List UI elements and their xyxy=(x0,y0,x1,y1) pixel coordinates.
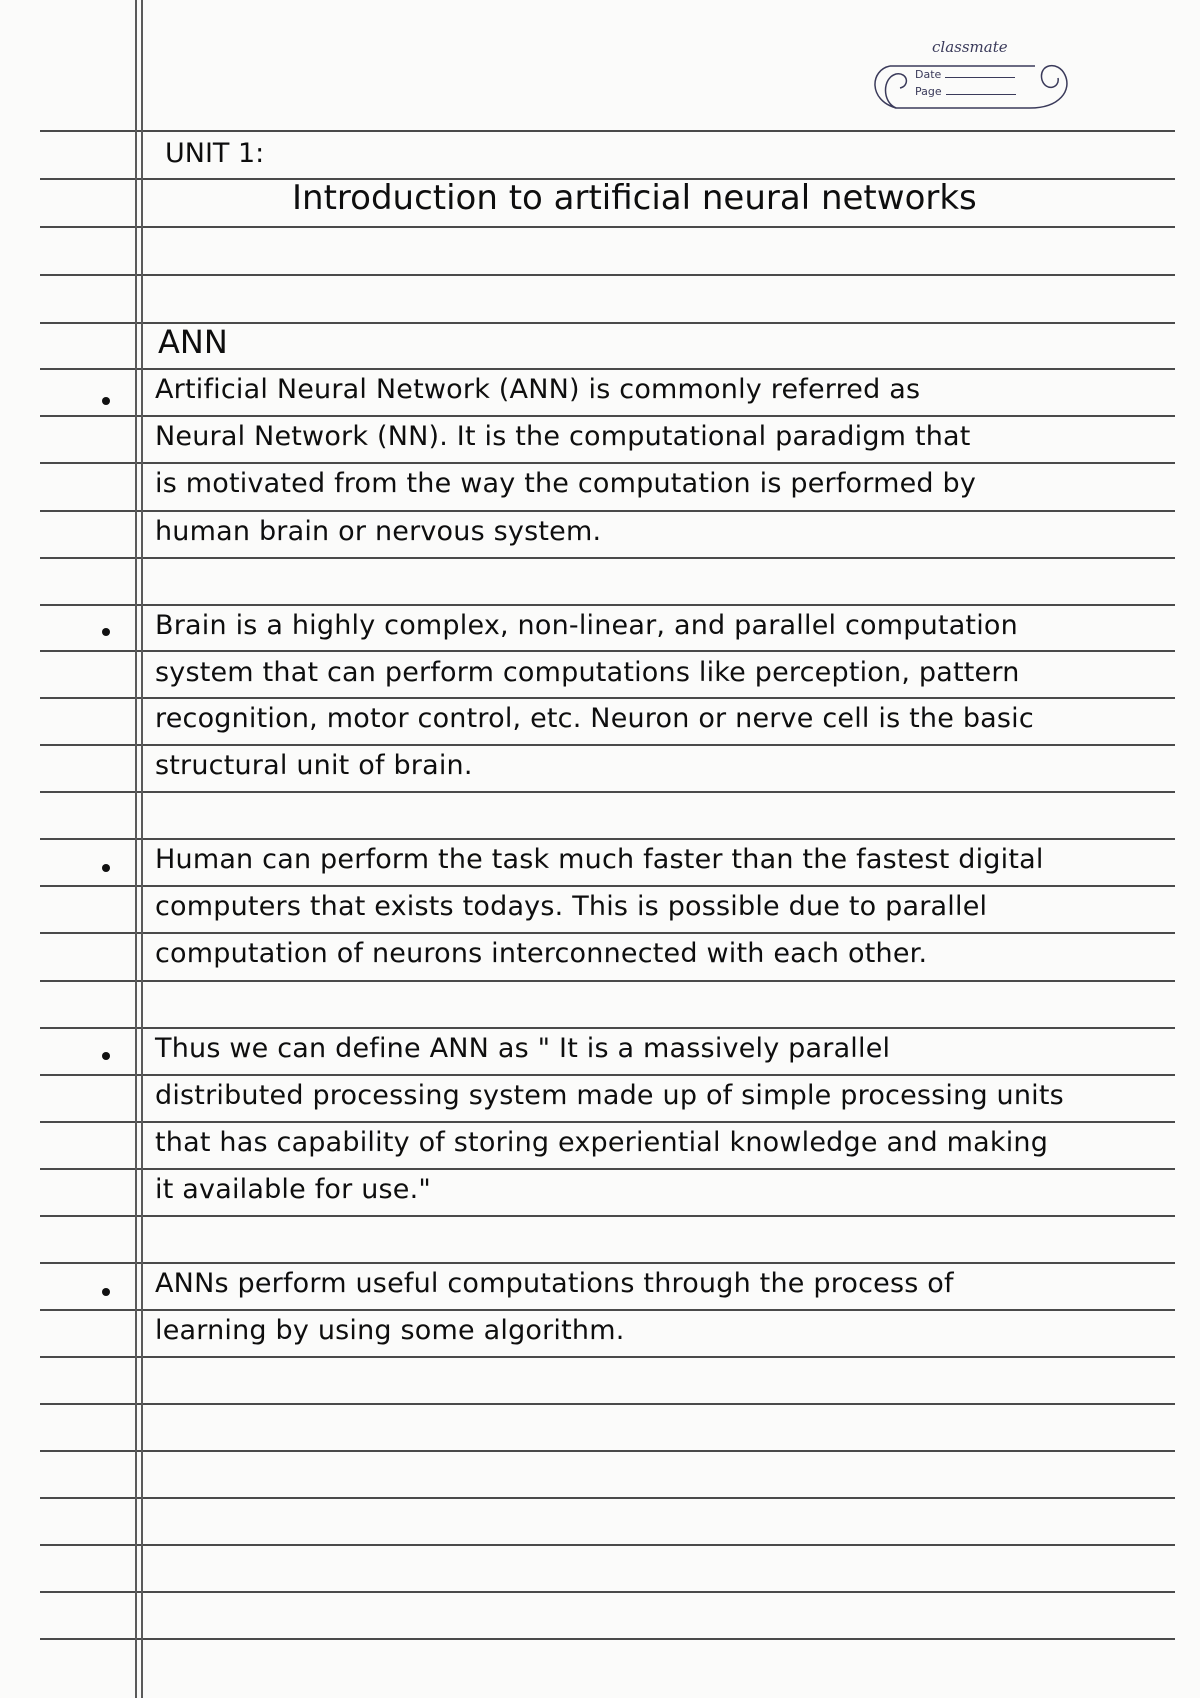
ruled-line xyxy=(40,980,1175,982)
ruled-line xyxy=(40,838,1175,840)
paragraph-line: Artificial Neural Network (ANN) is commonly referred as xyxy=(155,374,921,405)
ruled-line xyxy=(40,1403,1175,1405)
paragraph-line: Human can perform the task much faster than the fastest digital xyxy=(155,844,1044,875)
stamp-page-field xyxy=(915,85,1016,98)
stamp-page-label: Page xyxy=(915,85,942,98)
ruled-line xyxy=(40,274,1175,276)
bullet-point xyxy=(102,1052,110,1060)
stamp-date-label: Date xyxy=(915,68,942,81)
ruled-line xyxy=(40,1544,1175,1546)
ruled-line xyxy=(40,130,1175,132)
ruled-line xyxy=(40,932,1175,934)
ruled-line xyxy=(40,697,1175,699)
ruled-line xyxy=(40,1262,1175,1264)
bullet-point xyxy=(102,864,110,872)
paragraph-line: Brain is a highly complex, non-linear, and parallel computation xyxy=(155,610,1018,641)
bullet-point xyxy=(102,397,110,405)
paragraph-line: distributed processing system made up of simple processing units xyxy=(155,1080,1064,1111)
title-underline xyxy=(288,220,1008,228)
ruled-line xyxy=(40,791,1175,793)
bullet-point xyxy=(102,1288,110,1296)
ruled-line xyxy=(40,650,1175,652)
ruled-line xyxy=(40,557,1175,559)
ruled-line xyxy=(40,1638,1175,1640)
page-title: Introduction to artificial neural networks xyxy=(292,178,977,218)
margin-line xyxy=(135,0,137,1698)
ruled-line xyxy=(40,1450,1175,1452)
ruled-line xyxy=(40,1356,1175,1358)
ruled-line xyxy=(40,415,1175,417)
paragraph-line: ANNs perform useful computations through the process of xyxy=(155,1268,954,1299)
bullet-point xyxy=(102,628,110,636)
stamp-brand: classmate xyxy=(932,38,1008,56)
ruled-line xyxy=(40,1591,1175,1593)
paragraph-line: structural unit of brain. xyxy=(155,750,473,781)
ruled-line xyxy=(40,510,1175,512)
paragraph-line: is motivated from the way the computation is performed by xyxy=(155,468,977,499)
paragraph-line: learning by using some algorithm. xyxy=(155,1315,625,1346)
ruled-line xyxy=(40,1215,1175,1217)
ruled-line xyxy=(40,1027,1175,1029)
ruled-line xyxy=(40,1121,1175,1123)
paragraph-line: system that can perform computations like perception, pattern xyxy=(155,657,1020,688)
stamp-date-field xyxy=(915,68,1015,81)
paragraph-line: it available for use." xyxy=(155,1174,432,1205)
classmate-stamp xyxy=(860,30,1080,120)
ruled-line xyxy=(40,744,1175,746)
ruled-line xyxy=(40,462,1175,464)
unit-label: UNIT 1: xyxy=(165,138,265,169)
ruled-line xyxy=(40,1074,1175,1076)
margin-line xyxy=(141,0,143,1698)
paragraph-line: recognition, motor control, etc. Neuron or nerve cell is the basic xyxy=(155,703,1034,734)
paragraph-line: that has capability of storing experiential knowledge and making xyxy=(155,1127,1049,1158)
ruled-line xyxy=(40,604,1175,606)
ruled-line xyxy=(40,1309,1175,1311)
ruled-line xyxy=(40,1497,1175,1499)
paragraph-line: Thus we can define ANN as " It is a massively parallel xyxy=(155,1033,891,1064)
paragraph-line: computation of neurons interconnected with each other. xyxy=(155,938,928,969)
paragraph-line: Neural Network (NN). It is the computational paradigm that xyxy=(155,421,971,452)
paragraph-line: computers that exists todays. This is possible due to parallel xyxy=(155,891,988,922)
ruled-line xyxy=(40,368,1175,370)
section-heading: ANN xyxy=(158,323,228,361)
ruled-line xyxy=(40,885,1175,887)
paragraph-line: human brain or nervous system. xyxy=(155,516,602,547)
ruled-line xyxy=(40,1168,1175,1170)
